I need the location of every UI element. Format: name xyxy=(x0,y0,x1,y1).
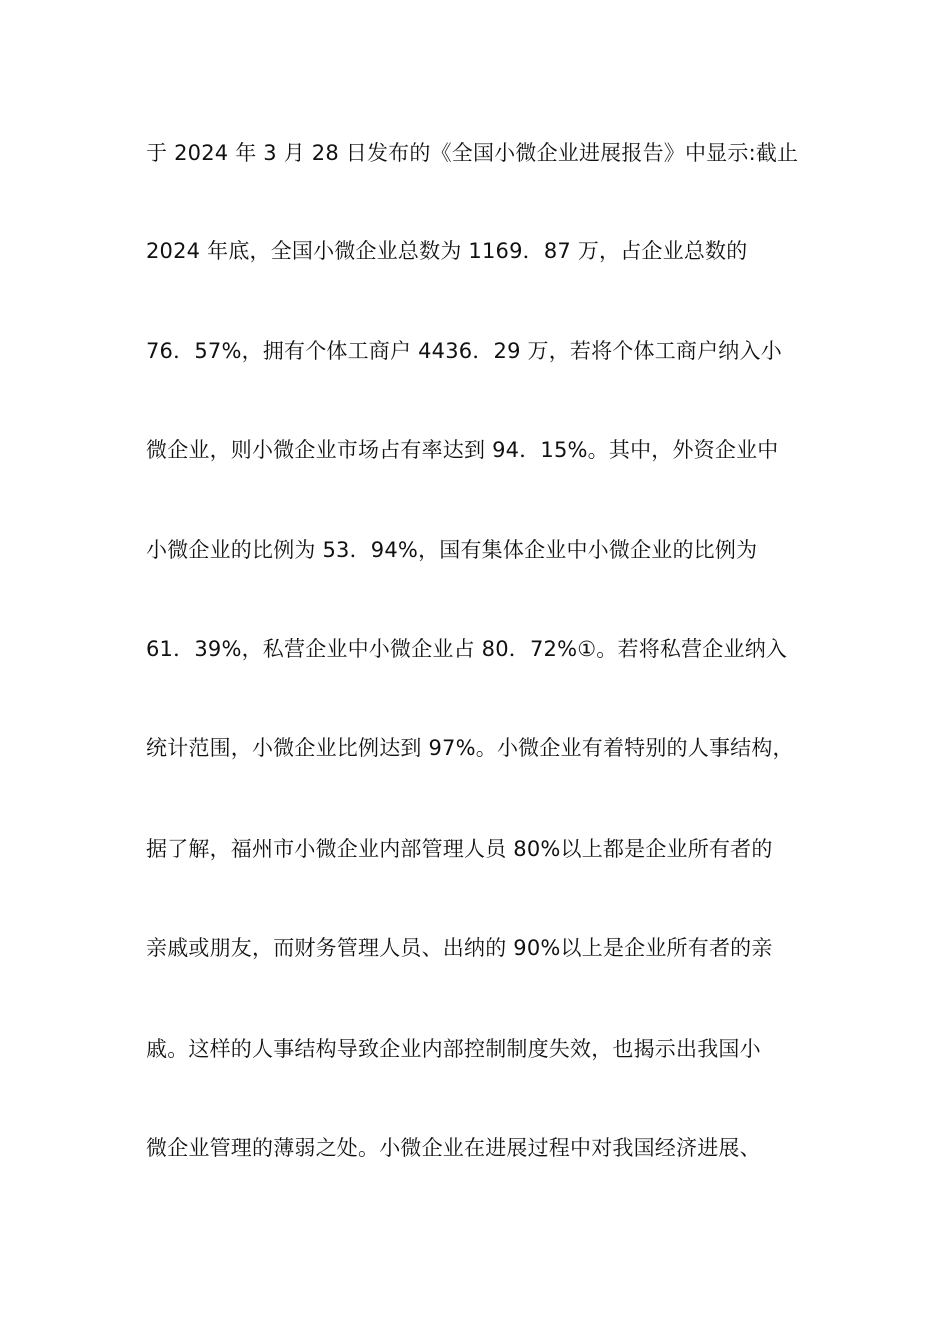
text-line-3: 76．57%，拥有个体工商户 4436．29 万，若将个体工商户纳入小 xyxy=(146,339,782,363)
text-line-4: 微企业，则小微企业市场占有率达到 94．15%。其中，外资企业中 xyxy=(146,438,779,462)
text-line-9: 亲戚或朋友，而财务管理人员、出纳的 90%以上是企业所有者的亲 xyxy=(146,936,773,960)
text-line-8: 据了解，福州市小微企业内部管理人员 80%以上都是企业所有者的 xyxy=(146,837,773,861)
text-line-10: 戚。这样的人事结构导致企业内部控制制度失效，也揭示出我国小 xyxy=(146,1037,761,1061)
text-line-11: 微企业管理的薄弱之处。小微企业在进展过程中对我国经济进展、 xyxy=(146,1136,761,1160)
text-line-5: 小微企业的比例为 53．94%，国有集体企业中小微企业的比例为 xyxy=(146,538,758,562)
text-line-1: 于 2024 年 3 月 28 日发布的《全国小微企业进展报告》中显示:截止 xyxy=(146,141,799,165)
text-line-7: 统计范围，小微企业比例达到 97%。小微企业有着特别的人事结构， xyxy=(146,736,794,760)
text-line-6: 61．39%，私营企业中小微企业占 80．72%①。若将私营企业纳入 xyxy=(146,637,788,661)
text-line-2: 2024 年底，全国小微企业总数为 1169．87 万，占企业总数的 xyxy=(146,239,748,263)
